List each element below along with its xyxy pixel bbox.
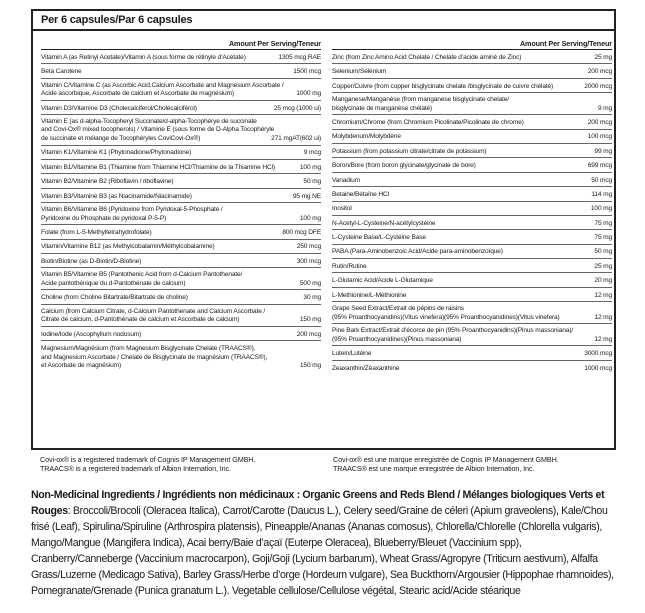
nutrient-name-line: Chromium/Chrome (from Chromium Picolinate/Picolinate de chrome) [332,118,524,126]
nutrient-amount: 25 mcg (1000 ui) [273,104,321,112]
nutrient-name [332,148,486,157]
nutrient-amount: 12 mg [594,291,612,299]
nutrient-row [41,268,321,290]
nutrient-amount: 699 mcg [587,162,612,170]
nutrient-row [41,254,321,268]
nutrient-amount: 1305 mcg RAE [278,53,321,61]
nutrient-name-line: Beta Carotene [41,68,82,76]
nutrient-name-line: Inositol [332,205,352,213]
nutrient-row [332,288,612,302]
trademark-notes-english [40,456,320,473]
nutrient-name [41,105,197,114]
nutrient-amount: 9 mcg [303,149,321,157]
nutrient-name-line: Manganese/Manganèse (from manganese bisglycinate chelate/ [332,95,509,103]
nutrient-amount: 200 mcg [587,118,612,126]
nutrient-amount: 100 mg [590,205,612,213]
nutrient-name [332,119,524,128]
nutrient-name-line: Vitamin B6/Vitamine B6 (Pyridoxine from Pyridoxal-5-Phosphate / [41,206,223,214]
nutrient-amount: 50 mcg [591,176,612,184]
nutrient-name [41,193,192,202]
nutrient-amount: 3000 mcg [584,350,612,358]
nutrient-name-line: Vitamin B3/Vitamine B3 (as Niacinamide/Niacinamide) [41,192,192,200]
nutrient-name-line: bisglycinate de manganèse chélaté) [332,104,433,112]
nutrient-name-line: Vitamin E (as d-alpha-Tocopheryl Succinate/d-alpha-Tocophérye de succinate [41,117,257,125]
nutrient-amount: 271 mgAT(602 ui) [271,135,321,143]
nutrient-name-line: Biotin/Biotine (as D-Biotin/D-Biotine) [41,257,142,265]
nutrient-amount: 30 mg [303,294,321,302]
nutrient-row [41,305,321,327]
nutrient-amount: 250 mcg [296,243,321,251]
nutrient-name-line: Rutin/Rutine [332,262,367,270]
nutrient-amount: 95 mg NE [292,192,321,200]
nutrient-name-line: de succinate et mélange de Tocophéryles CoviCovi-Ox®) [41,135,201,143]
nutrient-name [332,220,435,229]
nutrient-row [332,187,612,201]
nutrient-row [332,130,612,144]
nutrient-name [41,54,246,63]
nutrient-name [41,258,141,267]
nutrient-name-line: Vitamin B1/Vitamine B1 (Thiamine from Thiamine HCl/Thiamine de la Thiamine HCl) [41,163,275,171]
left-nutrient-list [41,50,321,372]
nutrient-name [332,305,560,322]
nutrient-name-line: Citrate de calcium, d-Pantothénate de calcium et Ascorbate de calcium) [41,316,240,324]
nutrient-name [332,54,521,63]
nutrient-name [41,294,188,303]
nutrient-name [41,308,265,325]
nutrient-name [41,149,191,158]
nutrient-name-line: L-Methionine/L-Méthionine [332,291,407,299]
nutrient-amount: 99 mg [594,147,612,155]
nutrient-amount: 12 mg [594,313,612,321]
nutrient-amount: 1500 mcg [293,68,321,76]
trademark-notes-french [333,456,623,473]
nutrient-name-line: Molybdenum/Molybdène [332,133,401,141]
nutrient-name-line: (95% Proanthocyanidines)(Pinus massoniana) [332,335,462,343]
nutrient-name [332,96,509,113]
nutrient-name [41,68,82,77]
nutrient-name-line: Copper/Cuivre (from copper bisglycinate chelate /bisglycinate de cuivre chélaté) [332,82,554,90]
nutrient-name-line: Lutein/Lutéine [332,350,372,358]
nutrient-row [332,302,612,324]
nutrient-row [41,341,321,372]
nutrient-row [41,203,321,225]
nutrient-amount: 300 mcg [296,257,321,265]
nutrient-row [41,240,321,254]
nutrient-name [41,82,284,99]
nutrient-row [332,173,612,187]
nutrient-row [332,216,612,230]
nutrient-name [332,191,389,200]
nutrient-row [41,64,321,78]
nutrient-name-line: Vitamin B5/Vitamine B5 (Pantothenic Acid from d-Calcium Pantothenate/ [41,271,243,279]
nutrient-name [41,345,267,371]
nutrient-amount: 100 mg [299,214,321,222]
nutrient-amount: 12 mg [594,335,612,343]
nutrient-name-line: et Ascorbate de magnésium) [41,362,122,370]
nutrient-name-line: Zeaxanthin/Zéaxanthine [332,365,400,373]
nutrient-row [332,361,612,375]
ingredients-text: : Broccoli/Brocoli (Oleracea Italica), Carrot/Carotte (Daucus L.), Celery seed/Graine de céleri (Apium graveolens), Kale/Chou frisé (Leaf), Spirulina/Spiruline (Arthrospira platensis), Pineapple/Ananas (Ananas comosus), Chlorella/Chlorelle (Chlorella vulgaris), Mango/Mangue (Mangifera Indica), Acai berry/Baie d’açaï (Euterpe Oleracea), Blueberry/Bleuet (Vaccinium spp), Cranberry/Canneberge (Vaccinium macrocarpon), Goji/Goji (Lycium barbarum), Wheat Grass/Agropyre (Triticum aestivum), Alfalfa Grass/Luzerne (Medicago Sativa), Barley Grass/Herbe d’orge (Hordeum vulgare), Sea Buckthorn/Argousier (Hippophae rhamnoides), Pomegranate/Grenade (Punica granatum L.). Vegetable cellulose/Cellulose végétal, Stearic acid/Acide stéarique [31,505,614,597]
nutrient-name-line: (95% Proanthocyanidins)(Vitus vinefera)(95% Proanthocyanidines)(Vitus vinefera) [332,313,560,321]
nutrient-amount: 150 mg [299,316,321,324]
nutrient-name [332,205,352,214]
nutrient-name-line: Acide ascorbique, Ascorbate de calcium et Ascorbate de magnésium) [41,90,234,98]
nutrient-name-line: Folate (from L-5-Methyltetrahydrofolate) [41,229,152,237]
nutrient-name-line: Pyridoxine du Phosphate de pyridoxal P-5-P) [41,214,167,222]
nutrient-amount: 114 mg [591,190,612,198]
nutrient-row [332,64,612,78]
nutrient-row [41,327,321,341]
nutrient-name [41,331,141,340]
nutrient-amount: 50 mg [594,248,612,256]
nutrient-name [332,327,573,344]
trademark-note: TRAACS® est une marque enregistrée de Albion Internation, Inc. [333,463,535,473]
nutrient-name-line: Choline (from Choline Bitartrate/Bitartrate de choline) [41,294,188,302]
nutrient-name [41,164,275,173]
nutrient-name-line: Zinc (from Zinc Amino Acid Chelate / Chelate d’acide aminé de Zinc) [332,53,522,61]
nutrient-amount: 1000 mcg [584,365,612,373]
nutrient-name-line: Magnesium/Magnésium (from Magnesium Bisglycinate Chelate (TRAACS®), [41,344,256,352]
nutrient-name-line: L-Glutamic Acid/Acide L-Glutamique [332,277,433,285]
nutrient-row [41,160,321,174]
nutrient-row [41,101,321,115]
nutrient-name [332,277,433,286]
nutrient-row [41,50,321,64]
nutrient-amount: 200 mcg [587,68,612,76]
nutrient-amount: 2000 mcg [584,82,612,90]
nutrient-name-line: Betaine/Bétaïne HCl [332,190,389,198]
nutrient-row [41,290,321,304]
nutrient-row [332,115,612,129]
nutrient-amount: 25 mg [594,262,612,270]
non-medicinal-ingredients [31,487,621,599]
nutrient-name [332,248,503,257]
trademark-note: Covi-ox® est une marque enregistrée de Cognis IP Management GMBH. [333,455,559,464]
nutrient-name-line: Vitamin D3/Vitamine D3 (Cholecalciferol/Cholécalciférol) [41,104,197,112]
nutrient-row [332,202,612,216]
trademark-note: TRAACS® is a registered trademark of Albion Internation, Inc. [40,463,231,473]
nutrient-row [332,245,612,259]
supplement-facts-panel [31,9,616,450]
nutrient-amount: 1000 mg [296,90,321,98]
nutrient-name-line: Calcium (from Calcium Citrate, d-Calcium Pantothenate and Calcium Ascorbate / [41,307,266,315]
nutrient-name-line: Acide pantothénique du d-Pantothénate de calcium) [41,279,186,287]
trademark-note: Covi-ox® is a registered trademark of Cognis IP Management GMBH. [40,455,256,464]
nutrient-row [332,50,612,64]
nutrient-name-line: Vitamin/Vitamine B12 (as Methylcobalamin/Méthylcobalamine) [41,243,215,251]
nutrient-amount: 100 mcg [587,133,612,141]
nutrient-name-line: Vitamin A (as Retinyl Acetate)/Vitamin A (sous forme de rétinyle d’Acétate) [41,53,246,61]
nutrient-name [332,177,360,186]
nutrient-name-line: Boron/Bore (from boron glycinate/glycinate de bore) [332,162,476,170]
nutrient-row [332,259,612,273]
serving-size-header: Per 6 capsules/Par 6 capsules [33,11,614,31]
nutrient-amount: 800 mcg DFE [282,229,321,237]
nutrient-name [332,365,399,374]
nutrient-name-line: Pine Bark Extract/Extrait d’écorce de pin (95% Proanthocyanidins)(Pinus massoniana)/ [332,327,574,335]
nutrient-row [332,93,612,115]
nutrient-row [332,144,612,158]
nutrient-name-line: N-Acetyl-L-Cysteine/N-acétylcystéine [332,219,436,227]
nutrient-name-line: PABA (Para-Aminobenzoic Acid/Acide para-aminobenzoïque) [332,248,503,256]
nutrient-amount: 100 mg [299,163,321,171]
nutrient-name [332,350,371,359]
nutrient-row [332,324,612,346]
nutrient-name-line: Vitamin C/Vitamine C (as Ascorbic Acid,Calcium Ascorbate and Magnesium Ascorbate / [41,81,284,89]
nutrient-amount: 200 mcg [296,330,321,338]
nutrient-name [332,162,476,171]
nutrient-row [41,79,321,101]
nutrient-name [332,263,367,272]
nutrient-name-line: Vitamin B2/Vitamine B2 (Riboflavin / riboflavine) [41,178,174,186]
right-column-heading: Amount Per Serving/Teneur [332,39,612,50]
left-nutrient-column [41,39,321,372]
nutrient-name [41,271,242,288]
nutrient-row [332,273,612,287]
nutrient-row [41,146,321,160]
right-nutrient-list [332,50,612,375]
nutrient-row [332,79,612,93]
nutrient-amount: 500 mg [299,279,321,287]
nutrient-name-line: and Magnesium Ascorbate / Chelate de Bisglycinate de magnésium (TRAACS®), [41,353,268,361]
nutrient-amount: 75 mg [594,219,612,227]
nutrient-name-line: Vanadium [332,176,361,184]
nutrient-row [332,230,612,244]
nutrient-name-line: Potassium (from potassium citrate/citrate de potassium) [332,147,487,155]
nutrient-name [332,292,406,301]
nutrient-amount: 25 mg [594,53,612,61]
ingredients-heading: Non-Medicinal Ingredients / Ingrédients non médicinaux : Organic Greens and Reds Blend / Mélanges biologiques Verts et Rouges [31,489,605,517]
right-nutrient-column [332,39,612,375]
nutrient-name-line: Iodine/Iode (Ascophyllum nodosum) [41,330,142,338]
nutrient-amount: 75 mg [594,234,612,242]
nutrient-name [41,243,215,252]
nutrient-row [41,115,321,146]
nutrient-amount: 20 mg [594,277,612,285]
nutrient-amount: 9 mg [597,104,612,112]
nutrient-name [41,206,223,223]
nutrient-row [41,189,321,203]
nutrient-name [332,133,401,142]
nutrient-name-line: Grape Seed Extract/Extrait de pépins de raisins [332,305,464,313]
nutrient-name-line: L-Cysteine Base/L-Cystéine Base [332,234,426,242]
nutrient-amount: 50 mg [303,178,321,186]
nutrient-name-line: and Covi-Ox® mixed tocopherols) / Vitamine E (sous forme de D-Alpha Tocophéryle [41,126,275,134]
nutrient-name [332,68,386,77]
left-column-heading: Amount Per Serving/Teneur [41,39,321,50]
nutrient-name [332,234,426,243]
nutrient-name-line: Vitamin K1/Vitamine K1 (Phytonadione/Phytonadione) [41,149,192,157]
nutrient-name [41,229,152,238]
nutrient-row [332,346,612,360]
nutrient-amount: 150 mg [299,362,321,370]
nutrient-name-line: Selenium/Sélénium [332,68,387,76]
nutrient-row [41,225,321,239]
nutrient-name [41,118,274,144]
nutrient-name [41,178,173,187]
nutrient-name [332,83,553,92]
nutrient-row [332,158,612,172]
nutrient-row [41,174,321,188]
